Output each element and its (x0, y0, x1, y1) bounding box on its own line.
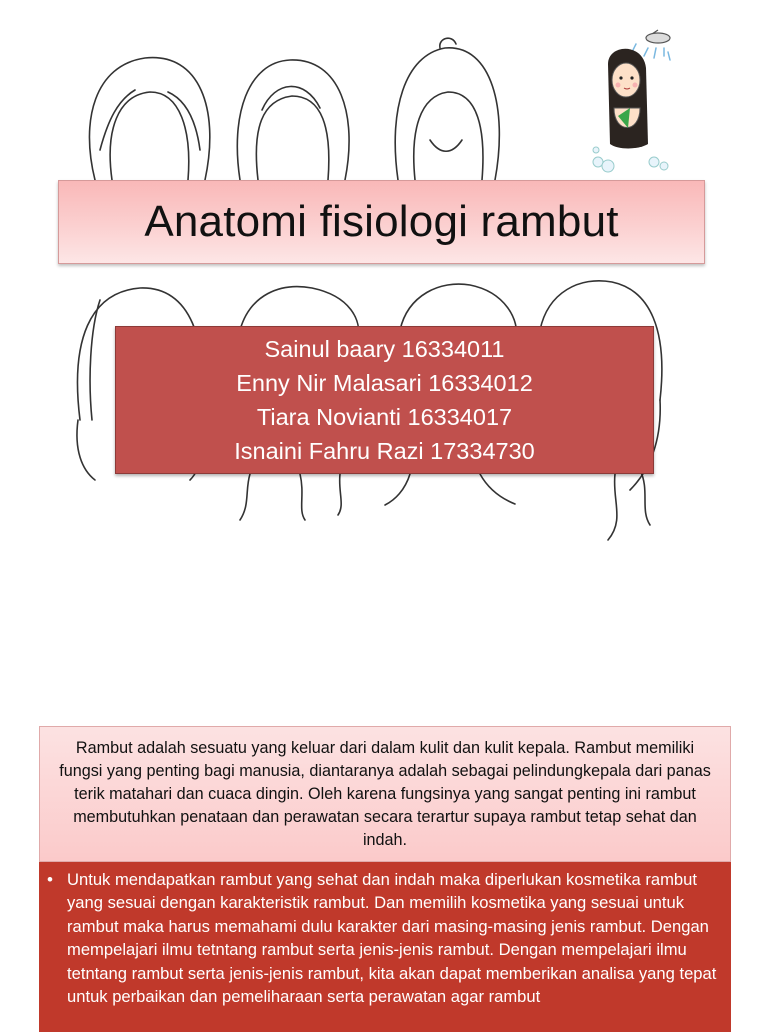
author-line: Sainul baary 16334011 (264, 336, 505, 362)
title-box (58, 180, 705, 264)
author-line: Tiara Novianti 16334017 (256, 404, 513, 430)
bullet-item (47, 868, 717, 1008)
hairstyle-sketch-2 (237, 60, 349, 180)
girl-washing-hair-icon (588, 24, 674, 180)
bullet-icon: • (47, 870, 53, 889)
author-line: Isnaini Fahru Razi 17334730 (234, 438, 535, 464)
bullet-text: Untuk mendapatkan rambut yang sehat dan indah maka diperlukan kosmetika rambut yang sesuai dengan karakteristik rambut. Dan memilih kosmetika yang sesuai untuk rambut maka harus memahami dulu karakter dari masing-masing jenis rambut. Dengan mempelajari ilmu tetntang rambut serta jenis-jenis rambut. Dengan mempelajari ilmu tetntang rambut serta jenis-jenis rambut, kita akan dapat memberikan analisa yang tepat untuk perbaikan dan pemeliharaan serta perawatan agar rambut (67, 870, 717, 1007)
content-slide (0, 726, 768, 1024)
intro-paragraph: Rambut adalah sesuatu yang keluar dari dalam kulit dan kulit kepala. Rambut memiliki fungsi yang penting bagi manusia, diantaranya adalah sebagai pelindungkepala dari panas terik matahari dan cuaca dingin. Oleh karena fungsinya yang sangat penting ini rambut membutuhkan penataan dan perawatan secara terartur supaya rambut tetap sehat dan indah. (59, 739, 711, 849)
page-title: Anatomi fisiologi rambut (144, 197, 619, 246)
intro-box (39, 726, 731, 862)
body-box (39, 862, 731, 1032)
author-line: Enny Nir Malasari 16334012 (236, 370, 533, 396)
hairstyle-sketch-1 (89, 58, 209, 180)
hairstyle-sketch-3 (395, 38, 499, 180)
authors-box (115, 326, 654, 474)
